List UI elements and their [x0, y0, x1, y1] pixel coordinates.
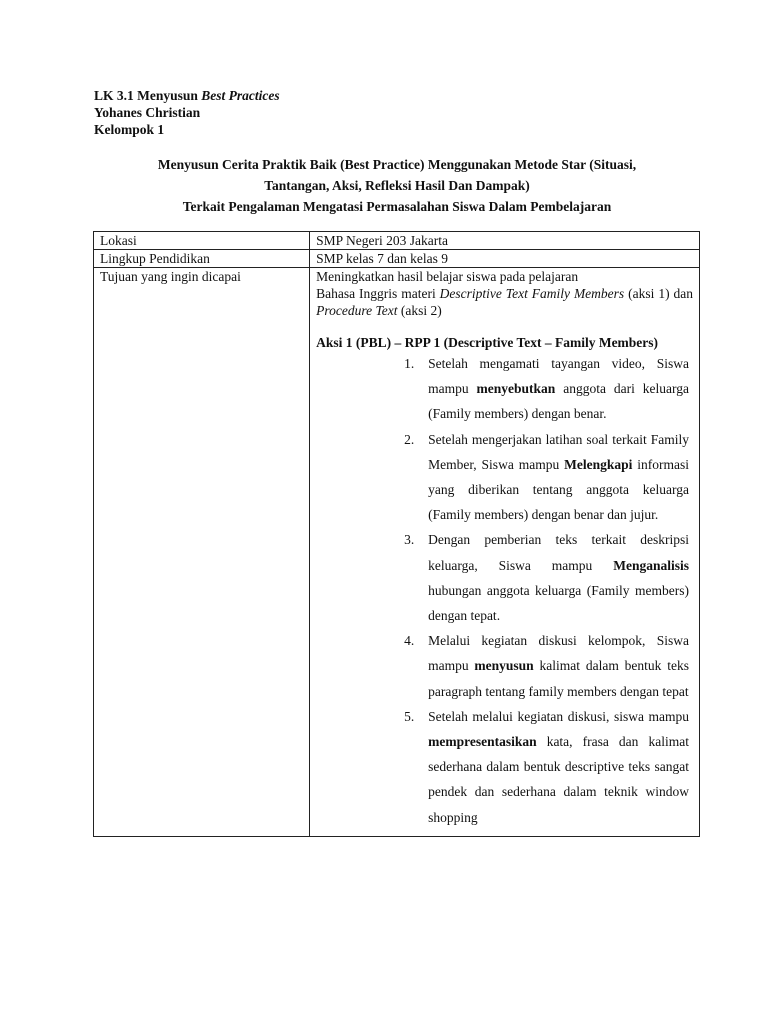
title-line-2: Tantangan, Aksi, Refleksi Hasil Dan Dampak) [264, 178, 530, 193]
table-row [94, 268, 700, 837]
row-label-tujuan: Tujuan yang ingin dicapai [94, 268, 310, 837]
row-value-lingkup: SMP kelas 7 dan kelas 9 [310, 250, 700, 268]
title-line-3: Terkait Pengalaman Mengatasi Permasalahan Siswa Dalam Pembelajaran [182, 199, 612, 214]
table-row [94, 232, 700, 250]
row-value-tujuan [310, 268, 700, 837]
list-item: 2. Setelah mengerjakan latihan soal terkait Family Member, Siswa mampu Melengkapi informasi yang diberikan tentang anggota keluarga (Family members) dengan benar dan jujur. [404, 431, 689, 523]
table-row [94, 250, 700, 268]
worksheet-title: LK 3.1 Menyusun Best Practices [94, 88, 280, 103]
document-header [94, 87, 280, 138]
goal-line-2: Bahasa Inggris materi Descriptive Text Family Members (aksi 1) dan Procedure Text (aksi 2) [316, 286, 693, 318]
list-item: 5. Setelah melalui kegiatan diskusi, siswa mampu mempresentasikan kata, frasa dan kalimat sederhana dalam bentuk descriptive teks sangat pendek dan sederhana dalam teknik window shopping [404, 708, 689, 825]
row-label-lingkup: Lingkup Pendidikan [94, 250, 310, 268]
list-item: 3. Dengan pemberian teks terkait deskripsi keluarga, Siswa mampu Menganalisis hubungan anggota keluarga (Family members) dengan tepat. [404, 532, 689, 624]
aksi-heading: Aksi 1 (PBL) – RPP 1 (Descriptive Text – Family Members) [316, 335, 659, 350]
title-line-1: Menyusun Cerita Praktik Baik (Best Practice) Menggunakan Metode Star (Situasi, [157, 157, 637, 172]
steps-list [316, 351, 693, 830]
document-title [94, 154, 700, 217]
row-label-lokasi: Lokasi [94, 232, 310, 250]
goal-line-1: Meningkatkan hasil belajar siswa pada pelajaran [316, 269, 579, 284]
list-item: 4. Melalui kegiatan diskusi kelompok, Siswa mampu menyusun kalimat dalam bentuk teks paragraph tentang family members dengan tepat [404, 633, 689, 699]
group-name: Kelompok 1 [94, 122, 165, 137]
row-value-lokasi: SMP Negeri 203 Jakarta [310, 232, 700, 250]
author-name: Yohanes Christian [94, 105, 201, 120]
best-practice-table [93, 231, 700, 837]
list-item: 1. Setelah mengamati tayangan video, Siswa mampu menyebutkan anggota dari keluarga (Family members) dengan benar. [404, 356, 689, 422]
